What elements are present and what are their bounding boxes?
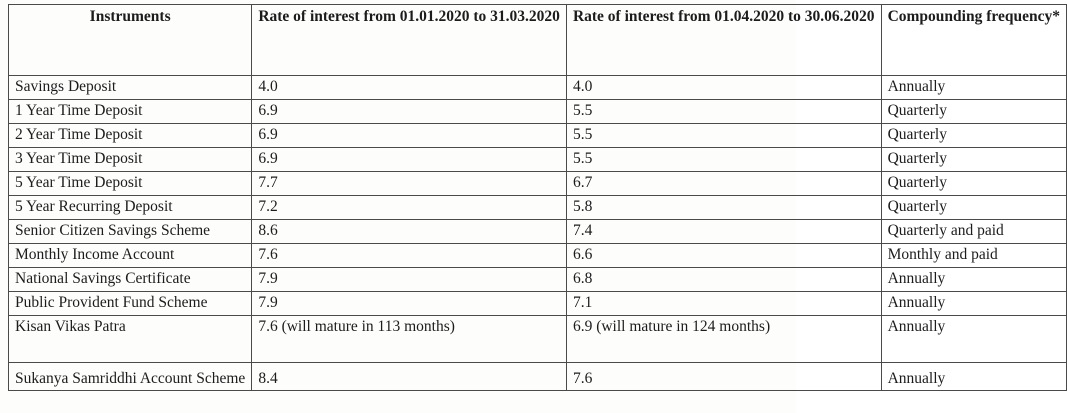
rate2-cell: 6.9 (will mature in 124 months) [566,316,881,363]
instrument-cell: 5 Year Recurring Deposit [9,196,252,220]
frequency-cell: Quarterly and paid [881,220,1066,244]
frequency-cell: Quarterly [881,124,1066,148]
rate2-cell: 5.8 [566,196,881,220]
rate1-cell: 6.9 [252,100,567,124]
interest-rates-table [8,4,1067,391]
table-row [9,292,1067,316]
frequency-cell: Monthly and paid [881,244,1066,268]
instrument-cell: 1 Year Time Deposit [9,100,252,124]
rate1-cell: 4.0 [252,76,567,100]
rate1-cell: 7.2 [252,196,567,220]
frequency-cell: Annually [881,76,1066,100]
rate2-cell: 4.0 [566,76,881,100]
instrument-cell: Savings Deposit [9,76,252,100]
instrument-cell: 2 Year Time Deposit [9,124,252,148]
rate2-cell: 5.5 [566,124,881,148]
frequency-cell: Quarterly [881,100,1066,124]
rate1-cell: 7.9 [252,292,567,316]
instrument-cell: Monthly Income Account [9,244,252,268]
instrument-cell: Senior Citizen Savings Scheme [9,220,252,244]
table-row [9,148,1067,172]
frequency-cell: Annually [881,363,1066,391]
table-row [9,220,1067,244]
rate1-cell: 7.7 [252,172,567,196]
frequency-cell: Annually [881,316,1066,363]
rate2-cell: 5.5 [566,148,881,172]
header-instruments: Instruments [9,5,252,76]
rate2-cell: 7.1 [566,292,881,316]
frequency-cell: Quarterly [881,172,1066,196]
table-row [9,124,1067,148]
table-row [9,100,1067,124]
rate1-cell: 7.9 [252,268,567,292]
frequency-cell: Annually [881,292,1066,316]
rate1-cell: 8.6 [252,220,567,244]
table-row [9,172,1067,196]
frequency-cell: Quarterly [881,196,1066,220]
instrument-cell: Kisan Vikas Patra [9,316,252,363]
rate1-cell: 6.9 [252,148,567,172]
rate2-cell: 5.5 [566,100,881,124]
rate1-cell: 7.6 (will mature in 113 months) [252,316,567,363]
rate1-cell: 6.9 [252,124,567,148]
header-rate-apr-jun-2020: Rate of interest from 01.04.2020 to 30.06.2020 [566,5,881,76]
table-row [9,244,1067,268]
table-row [9,363,1067,391]
table-row [9,268,1067,292]
header-compounding-frequency: Compounding frequency* [881,5,1066,76]
rate1-cell: 7.6 [252,244,567,268]
table-row [9,76,1067,100]
header-rate-jan-mar-2020: Rate of interest from 01.01.2020 to 31.03.2020 [252,5,567,76]
rate1-cell: 8.4 [252,363,567,391]
instrument-cell: National Savings Certificate [9,268,252,292]
rate2-cell: 7.6 [566,363,881,391]
instrument-cell: Public Provident Fund Scheme [9,292,252,316]
instrument-cell: Sukanya Samriddhi Account Scheme [9,363,252,391]
instrument-cell: 5 Year Time Deposit [9,172,252,196]
frequency-cell: Quarterly [881,148,1066,172]
rate2-cell: 7.4 [566,220,881,244]
table-row [9,196,1067,220]
frequency-cell: Annually [881,268,1066,292]
rate2-cell: 6.8 [566,268,881,292]
rate2-cell: 6.7 [566,172,881,196]
instrument-cell: 3 Year Time Deposit [9,148,252,172]
table-header-row [9,5,1067,76]
table-row [9,316,1067,363]
rate2-cell: 6.6 [566,244,881,268]
